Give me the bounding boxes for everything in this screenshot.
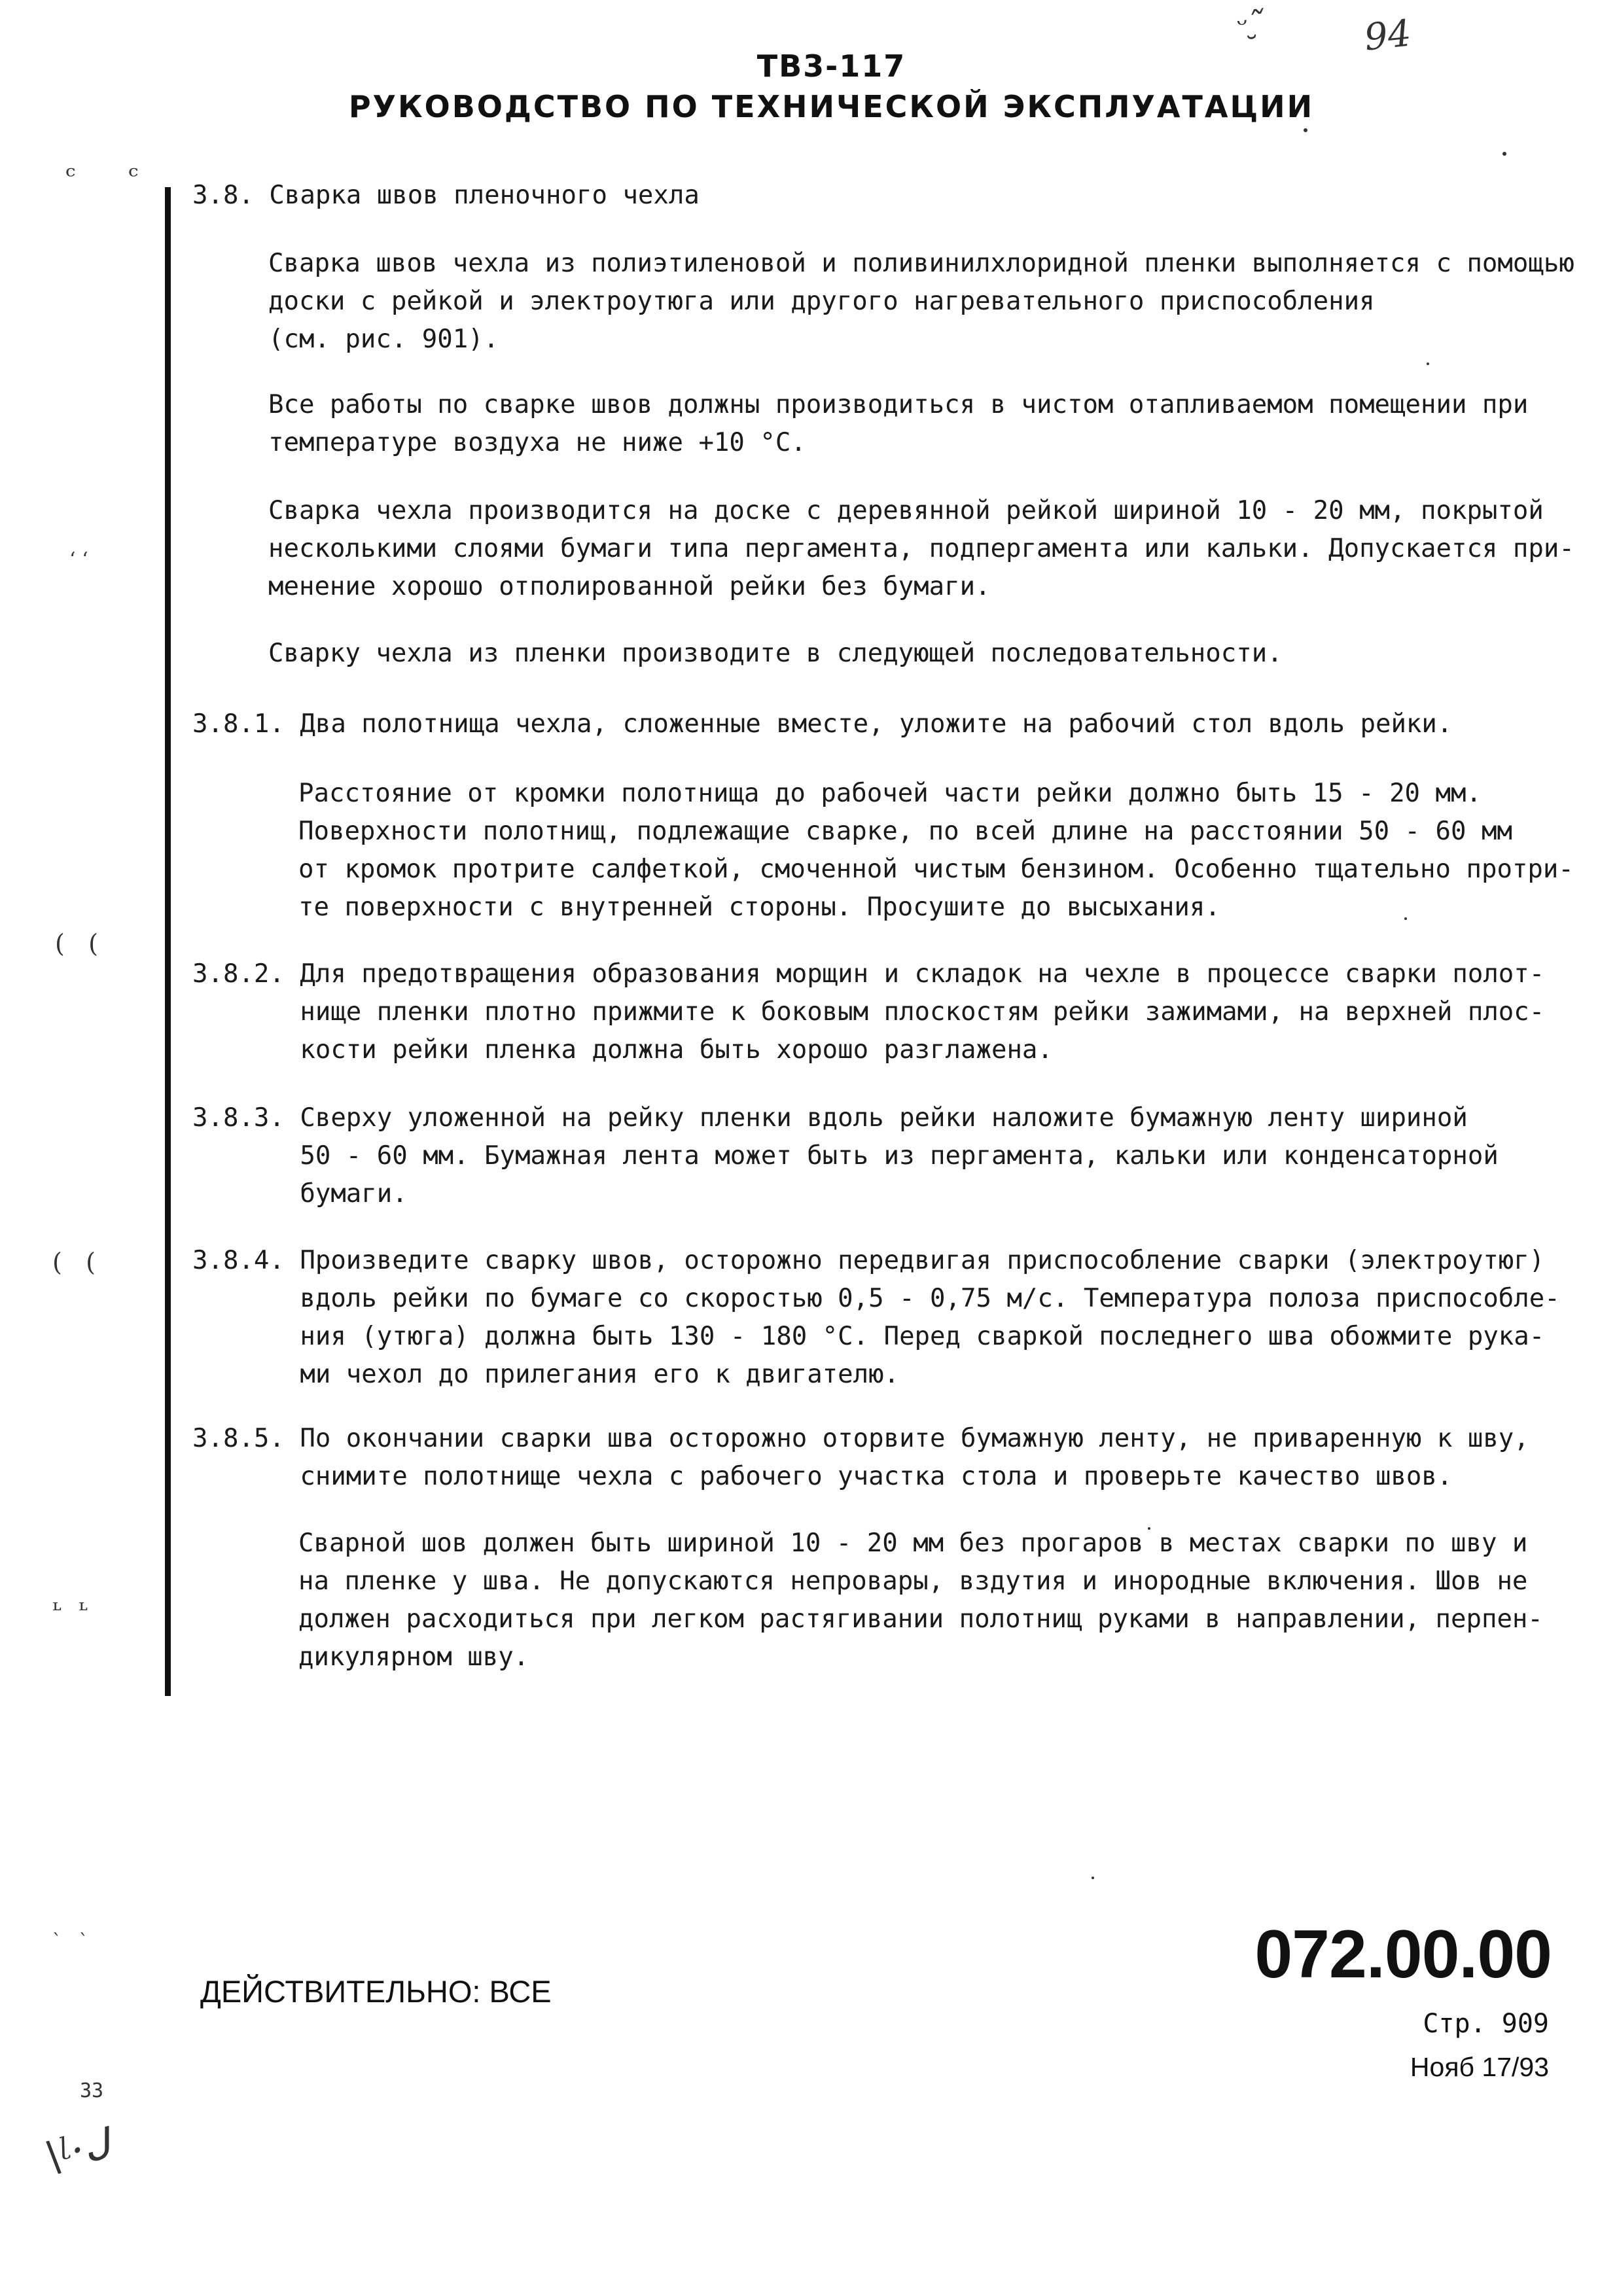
margin-mark: ᶜ [128, 160, 139, 193]
handwritten-initials: \ᶩ·ᒍ [41, 2119, 116, 2182]
speck [1427, 362, 1429, 365]
margin-mark: ( ( [55, 929, 98, 958]
step-3-8-5: 3.8.5. По окончании сварки шва осторожно оторвите бумажную ленту, не приваренную к шву, снимите полотнище чехла с рабочего участка стола и проверьте качество швов. [192, 1424, 1529, 1491]
step-3-8-2: 3.8.2. Для предотвращения образования морщин и складок на чехле в процессе сварки полот- нище пленки плотно прижмите к боковым плоскостям рейки зажимами, на верхней плос- кости рейки пленка должна быть хорошо разглажена. [192, 959, 1545, 1065]
chapter-section-number: 072.00.00 [1254, 1916, 1552, 1992]
step-3-8-5-details: Сварной шов должен быть шириной 10 - 20 мм без прогаров в местах сварки по шву и на пленке у шва. Не допускаются непровары, вздутия и инородные включения. Шов не должен расходиться при легком растягивании полотнищ руками в направлении, перпен- дикулярном шву. [298, 1528, 1543, 1672]
margin-mark: ᶜ [65, 160, 76, 193]
document-title: РУКОВОДСТВО ПО ТЕХНИЧЕСКОЙ ЭКСПЛУАТАЦИИ [348, 89, 1315, 124]
handwritten-page-note: 94 [1362, 12, 1413, 60]
page-number: Стр. 909 [1423, 2009, 1549, 2039]
step-3-8-3: 3.8.3. Сверху уложенной на рейку пленки вдоль рейки наложите бумажную ленту шириной 50 - 60 мм. Бумажная лента может быть из пергамента, кальки или конденсаторной бумаги. [192, 1103, 1499, 1209]
margin-mark: ( ( [52, 1248, 96, 1277]
paragraph-sequence-intro: Сварку чехла из пленки производите в следующей последовательности. [268, 639, 1283, 668]
handwritten-number: 33 [80, 2079, 104, 2102]
speck [1304, 128, 1307, 132]
effectivity-label: ДЕЙСТВИТЕЛЬНО: ВСЕ [200, 1974, 552, 2009]
section-title: 3.8. Сварка швов пленочного чехла [192, 181, 700, 210]
step-3-8-1-details: Расстояние от кромки полотнища до рабочей части рейки должно быть 15 - 20 мм. Поверхности полотнищ, подлежащие сварке, по всей длине на расстоянии 50 - 60 мм от кромок протрите салфеткой, смоченной чистым бензином. Особенно тщательно протри- те поверхности с внутренней стороны. Просушите до высыхания. [298, 779, 1574, 922]
step-3-8-1: 3.8.1. Два полотнища чехла, сложенные вместе, уложите на рабочий стол вдоль рейки. [192, 709, 1453, 739]
paragraph-room-conditions: Все работы по сварке швов должны производиться в чистом отапливаемом помещении при температуре воздуха не ниже +10 °С. [268, 390, 1529, 457]
paragraph-board-and-rail: Сварка чехла производится на доске с деревянной рейкой шириной 10 - 20 мм, покрытой несколькими слоями бумаги типа пергамента, подпергамента или кальки. Допускается при- менение хорошо отполированной рейки без бумаги. [268, 496, 1574, 601]
change-bar [165, 187, 171, 1696]
margin-mark: ʻ ʻ [69, 548, 88, 571]
margin-mark: ᶫ ᶫ [52, 1595, 88, 1625]
paragraph-welding-method: Сварка швов чехла из полиэтиленовой и поливинилхлоридной пленки выполняется с помощью доски с рейкой и электроутюга или другого нагревательного приспособления (см. рис. 901). [268, 249, 1574, 354]
speck [1092, 1877, 1094, 1879]
speck [1502, 152, 1506, 156]
margin-mark: ˋ ˋ [52, 1930, 88, 1952]
revision-date: Нояб 17/93 [1410, 2052, 1549, 2082]
document-code: ТВ3-117 [756, 48, 906, 84]
handwritten-scribble: ᵕ ̮ ᷉ [1234, 5, 1269, 42]
step-3-8-4: 3.8.4. Произведите сварку швов, осторожно передвигая приспособление сварки (электроутюг) вдоль рейки по бумаге со скоростью 0,5 - 0,75 м/с. Температура полоза приспособле- ния (утюга) должна быть 130 - 180 °С. Перед сваркой последнего шва обожмите рука- ми чехол до прилегания его к двигателю. [192, 1246, 1560, 1389]
